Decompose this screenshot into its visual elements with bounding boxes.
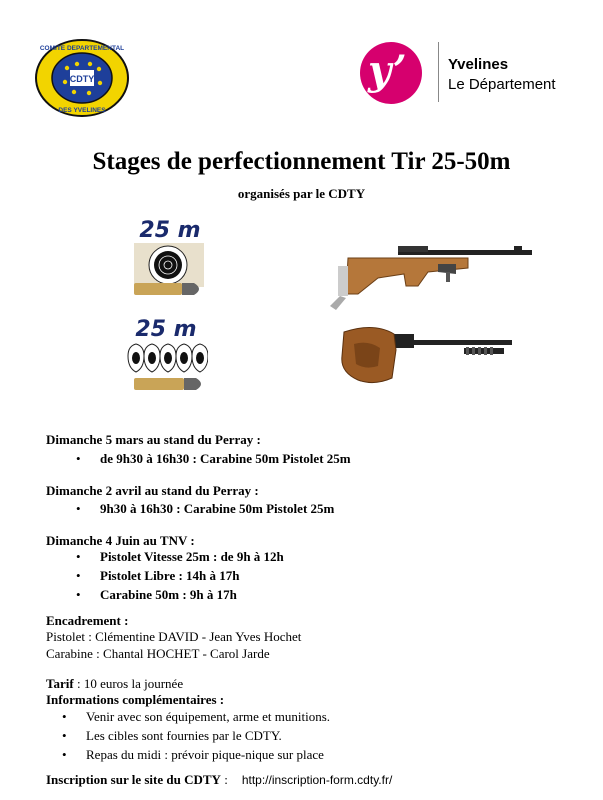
inscription-sep: : [220, 772, 228, 787]
cdty-logo-center-text: CDTY [69, 74, 95, 84]
cdty-logo-top-text: COMITE DEPARTEMENTAL [39, 45, 125, 52]
tarif-line [46, 676, 183, 692]
cdty-logo [34, 38, 130, 118]
list-item: • 9h30 à 16h30 : Carabine 50m Pistolet 25m [76, 499, 334, 518]
page-title: Stages de perfectionnement Tir 25-50m [92, 148, 511, 175]
inscription-label: Inscription sur le site du CDTY [46, 772, 221, 787]
yvelines-logo [360, 42, 570, 102]
target-25m-rapid-label: 25 m [135, 318, 197, 342]
session-1-heading: Dimanche 5 mars au stand du Perray : [46, 432, 261, 447]
list-item: • Les cibles sont fournies par le CDTY. [62, 726, 330, 745]
encadrement-pistolet: Pistolet : Clémentine DAVID - Jean Yves Hochet [46, 629, 302, 644]
list-item: • Pistolet Vitesse 25m : de 9h à 12h [76, 547, 284, 566]
session-3-heading: Dimanche 4 Juin au TNV : [46, 533, 195, 548]
page-subtitle: organisés par le CDTY [237, 186, 366, 201]
pistol-illustration [334, 320, 516, 388]
target-25m-label: 25 m [139, 218, 201, 243]
session-2-list [76, 499, 334, 518]
target-25m-rapid-illustration [124, 318, 208, 398]
session-2-heading: Dimanche 2 avril au stand du Perray : [46, 483, 259, 498]
list-item: • Venir avec son équipement, arme et munitions. [62, 707, 330, 726]
session-1-list [76, 449, 351, 468]
inscription-line [46, 772, 392, 788]
target-25m-illustration [128, 215, 208, 301]
list-item: • de 9h30 à 16h30 : Carabine 50m Pistolet 25m [76, 449, 351, 468]
yvelines-logo-name: Yvelines [448, 56, 509, 73]
cdty-logo-bottom-text: DES YVELINES [58, 107, 106, 114]
yvelines-logo-divider [438, 42, 439, 102]
info-list [62, 707, 330, 764]
list-item: • Carabine 50m : 9h à 17h [76, 585, 284, 604]
yvelines-logo-glyph: y’ [368, 47, 407, 94]
list-item: • Pistolet Libre : 14h à 17h [76, 566, 284, 585]
tarif-label: Tarif [46, 676, 74, 691]
encadrement-heading: Encadrement : [46, 613, 129, 628]
encadrement-carabine: Carabine : Chantal HOCHET - Carol Jarde [46, 646, 270, 661]
info-heading: Informations complémentaires : [46, 692, 225, 707]
tarif-value: : 10 euros la journée [73, 676, 184, 691]
rifle-illustration [318, 228, 536, 316]
yvelines-logo-subtitle: Le Département [448, 76, 556, 93]
session-3-list [76, 547, 284, 604]
list-item: • Repas du midi : prévoir pique-nique sur place [62, 745, 330, 764]
inscription-url-link[interactable]: http://inscription-form.cdty.fr/ [241, 773, 393, 787]
